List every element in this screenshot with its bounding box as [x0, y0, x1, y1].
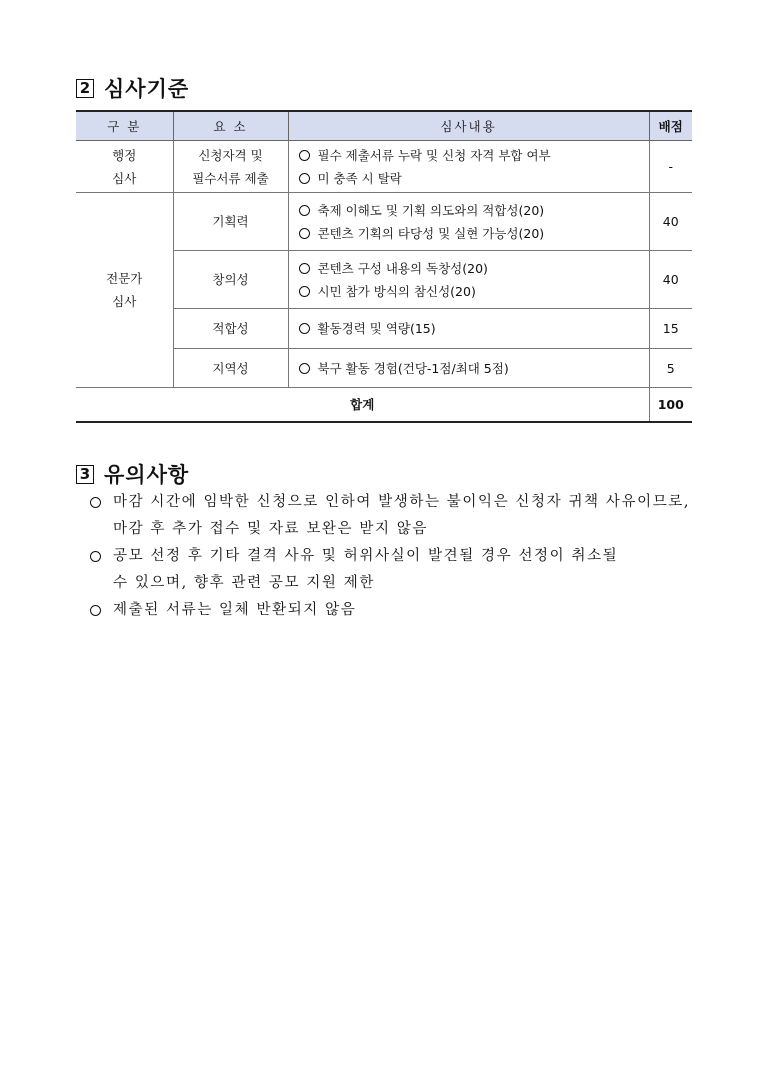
score-cell: 40 [649, 251, 692, 309]
circle-bullet-icon [299, 150, 310, 161]
table-header-row [76, 111, 692, 141]
circle-bullet-icon [299, 363, 310, 374]
header-score: 배점 [649, 111, 692, 141]
criteria-item: 시민 참가 방식의 참신성(20) [299, 280, 649, 303]
circle-bullet-icon [299, 263, 310, 274]
score-cell: 5 [649, 349, 692, 388]
circle-bullet-icon [299, 323, 310, 334]
element-cell: 기획력 [173, 193, 288, 251]
header-category: 구 분 [76, 111, 173, 141]
score-cell: 40 [649, 193, 692, 251]
section-heading-notes [76, 459, 189, 489]
content-cell [288, 141, 649, 193]
table-row [76, 141, 692, 193]
content-cell [288, 251, 649, 309]
circle-bullet-icon [299, 173, 310, 184]
element-cell: 적합성 [173, 309, 288, 349]
list-item: 공모 선정 후 기타 결격 사유 및 허위사실이 발견될 경우 선정이 취소될 수 있으며, 향후 관련 공모 지원 제한 [90, 543, 700, 597]
criteria-item: 필수 제출서류 누락 및 신청 자격 부합 여부 [299, 144, 649, 167]
content-cell [288, 349, 649, 388]
list-item: 제출된 서류는 일체 반환되지 않음 [90, 597, 700, 624]
circle-bullet-icon [299, 286, 310, 297]
content-cell [288, 309, 649, 349]
circle-bullet-icon [299, 205, 310, 216]
criteria-item: 미 충족 시 탈락 [299, 167, 649, 190]
criteria-item: 북구 활동 경험(건당-1점/최대 5점) [299, 357, 649, 380]
element-cell: 창의성 [173, 251, 288, 309]
section-title: 심사기준 [104, 77, 190, 101]
criteria-item: 활동경력 및 역량(15) [299, 317, 649, 340]
section-number-box: 3 [76, 465, 94, 484]
table-row [76, 193, 692, 251]
header-element: 요 소 [173, 111, 288, 141]
total-label: 합계 [76, 388, 649, 423]
criteria-table [76, 110, 692, 423]
list-item: 마감 시간에 임박한 신청으로 인하여 발생하는 불이익은 신청자 귀책 사유이므로, 마감 후 추가 접수 및 자료 보완은 받지 않음 [90, 489, 700, 543]
element-cell: 신청자격 및 필수서류 제출 [173, 141, 288, 193]
circle-bullet-icon [90, 551, 101, 562]
circle-bullet-icon [90, 605, 101, 616]
score-cell: 15 [649, 309, 692, 349]
criteria-item: 축제 이해도 및 기획 의도와의 적합성(20) [299, 199, 649, 222]
total-score: 100 [649, 388, 692, 423]
element-cell: 지역성 [173, 349, 288, 388]
circle-bullet-icon [90, 497, 101, 508]
category-cell: 전문가 심사 [76, 193, 173, 388]
criteria-item: 콘텐츠 구성 내용의 독창성(20) [299, 257, 649, 280]
section-heading-criteria [76, 73, 189, 103]
section-number-box: 2 [76, 79, 94, 98]
section-title: 유의사항 [104, 463, 190, 487]
category-cell: 행정 심사 [76, 141, 173, 193]
criteria-item: 콘텐츠 기획의 타당성 및 실현 가능성(20) [299, 222, 649, 245]
score-cell: - [649, 141, 692, 193]
notes-list [90, 489, 700, 624]
content-cell [288, 193, 649, 251]
circle-bullet-icon [299, 228, 310, 239]
header-content: 심사내용 [288, 111, 649, 141]
table-total-row [76, 388, 692, 423]
